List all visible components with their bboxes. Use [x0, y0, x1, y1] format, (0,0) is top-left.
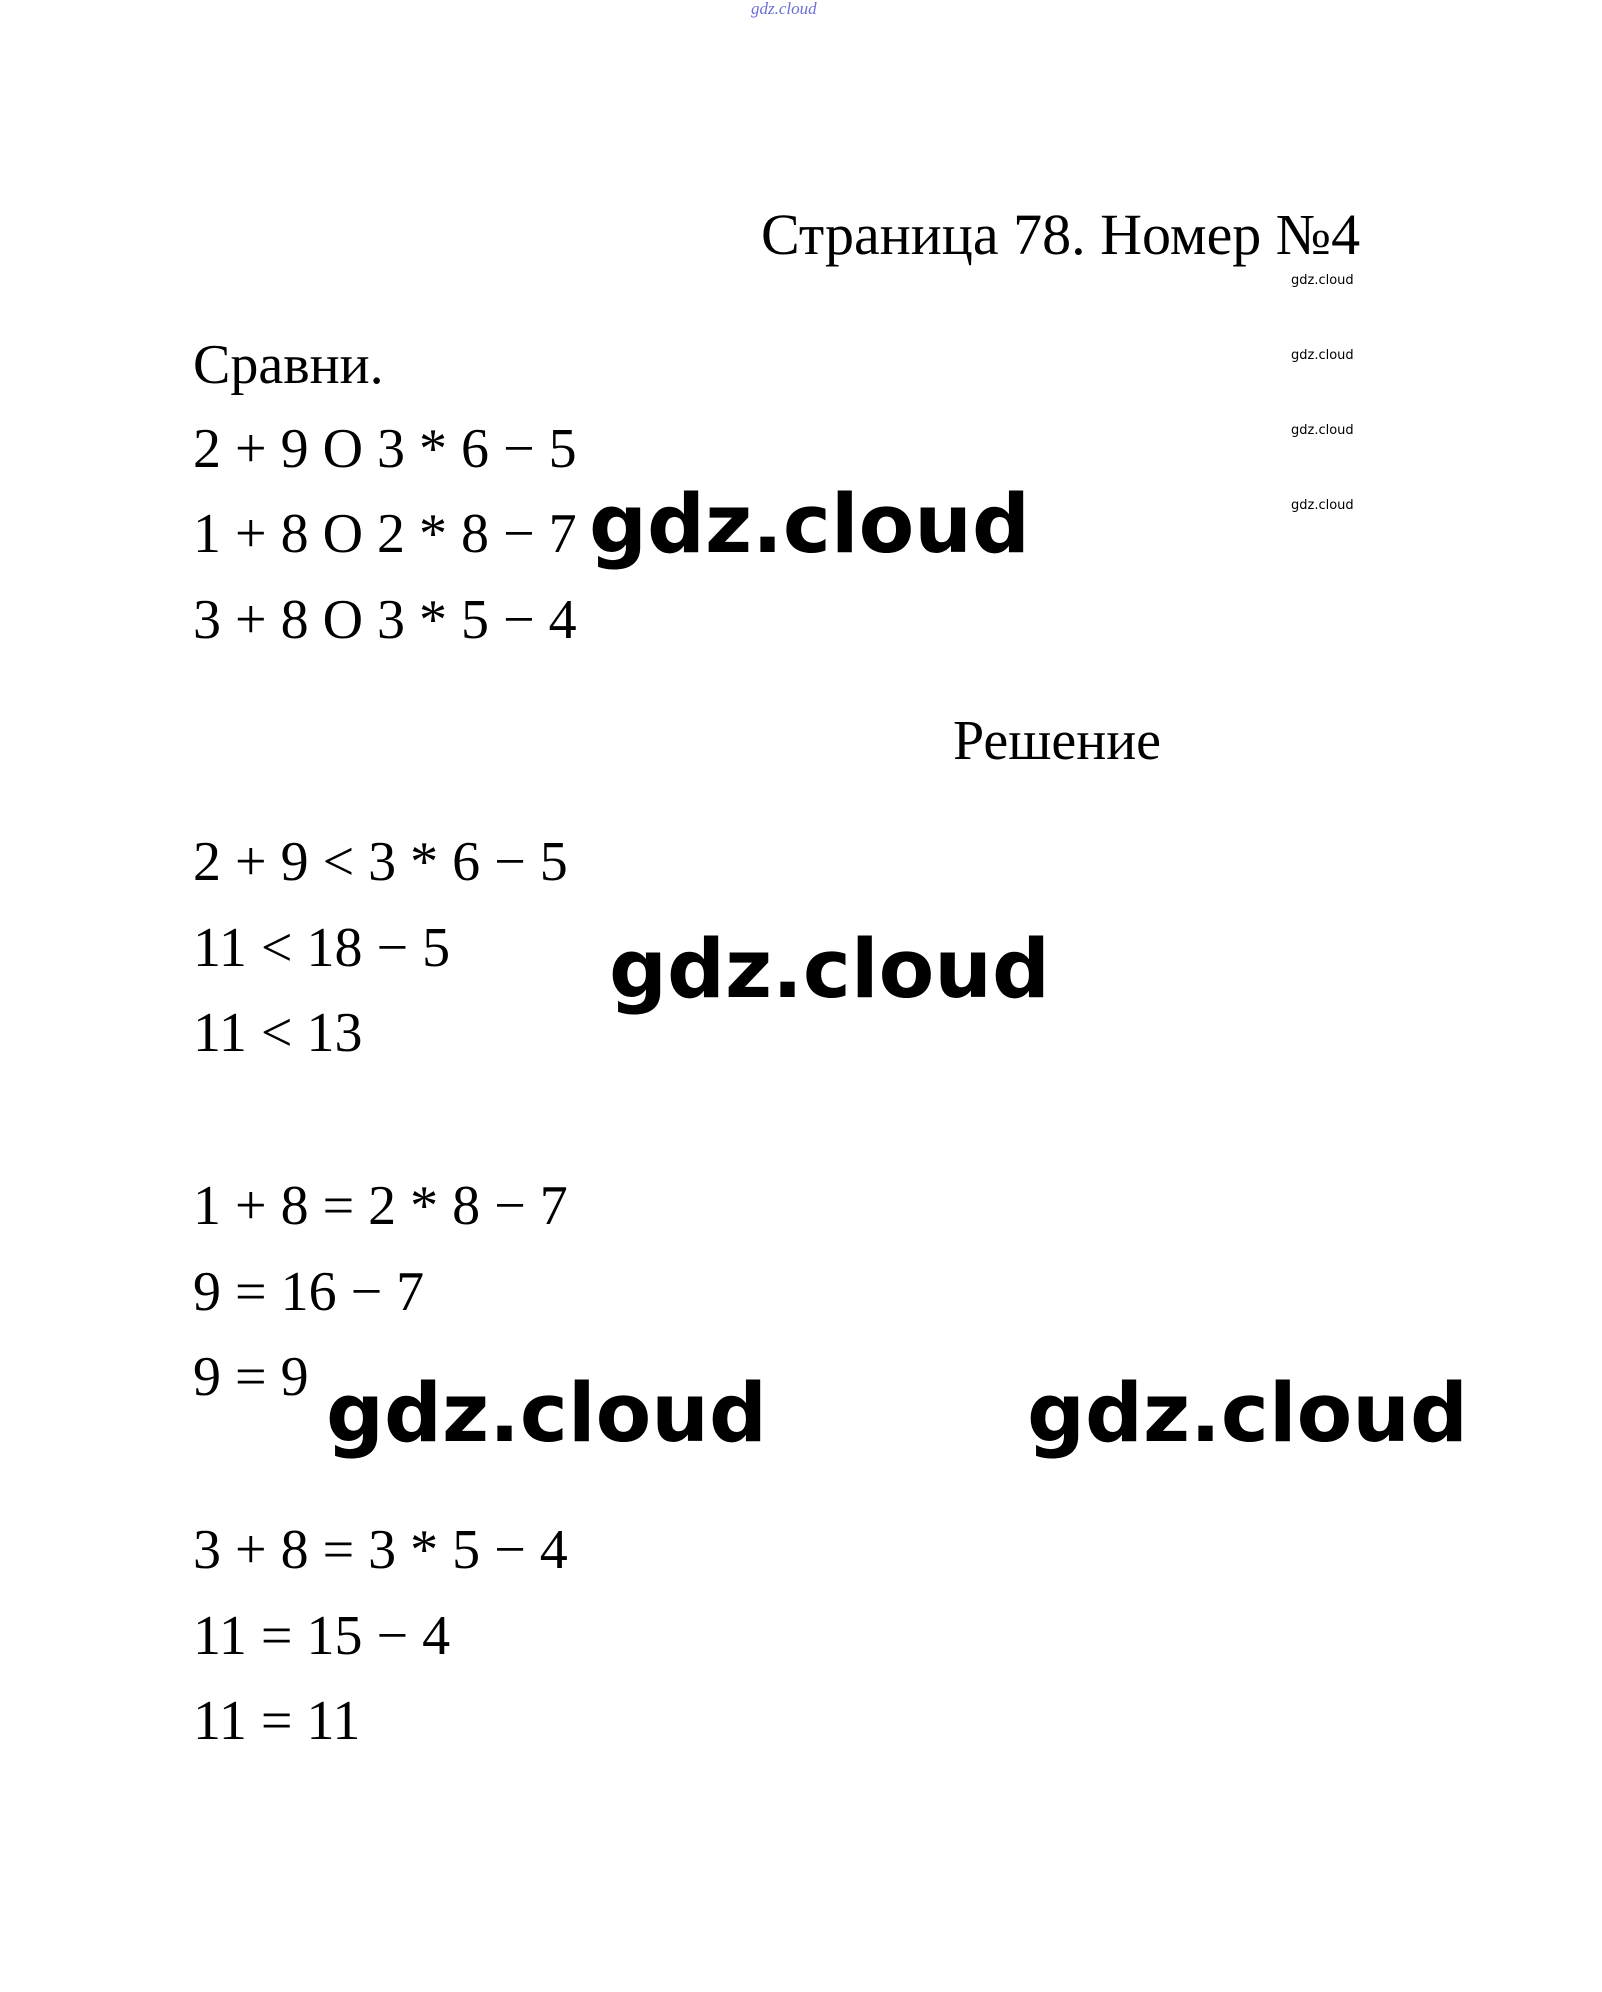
solution-heading: Решение — [953, 710, 1162, 772]
solution-line-2-1: 1 + 8 = 2 * 8 − 7 — [193, 1175, 568, 1237]
watermark-small-4: gdz.cloud — [1291, 498, 1354, 513]
solution-line-1-3: 11 < 13 — [193, 1002, 363, 1064]
solution-line-1-1: 2 + 9 < 3 * 6 − 5 — [193, 831, 568, 893]
watermark-big-3: gdz.cloud — [326, 1367, 767, 1461]
watermark-small-1: gdz.cloud — [1291, 273, 1354, 288]
task-line-3: 3 + 8 O 3 * 5 − 4 — [193, 589, 577, 651]
solution-line-3-3: 11 = 11 — [193, 1690, 361, 1752]
watermark-small-3: gdz.cloud — [1291, 423, 1354, 438]
solution-line-3-2: 11 = 15 − 4 — [193, 1605, 451, 1667]
watermark-small-2: gdz.cloud — [1291, 348, 1354, 363]
task-heading: Сравни. — [193, 334, 384, 396]
watermark-big-2: gdz.cloud — [609, 923, 1050, 1017]
solution-line-2-3: 9 = 9 — [193, 1346, 309, 1408]
page-title: Страница 78. Номер №4 — [761, 202, 1361, 267]
task-line-2: 1 + 8 O 2 * 8 − 7 — [193, 503, 577, 565]
watermark-big-4: gdz.cloud — [1027, 1367, 1468, 1461]
task-line-1: 2 + 9 O 3 * 6 − 5 — [193, 418, 577, 480]
solution-line-2-2: 9 = 16 − 7 — [193, 1261, 425, 1323]
solution-line-3-1: 3 + 8 = 3 * 5 − 4 — [193, 1519, 568, 1581]
watermark-top: gdz.cloud — [751, 0, 817, 18]
solution-line-1-2: 11 < 18 − 5 — [193, 917, 451, 979]
watermark-big-1: gdz.cloud — [589, 478, 1030, 572]
